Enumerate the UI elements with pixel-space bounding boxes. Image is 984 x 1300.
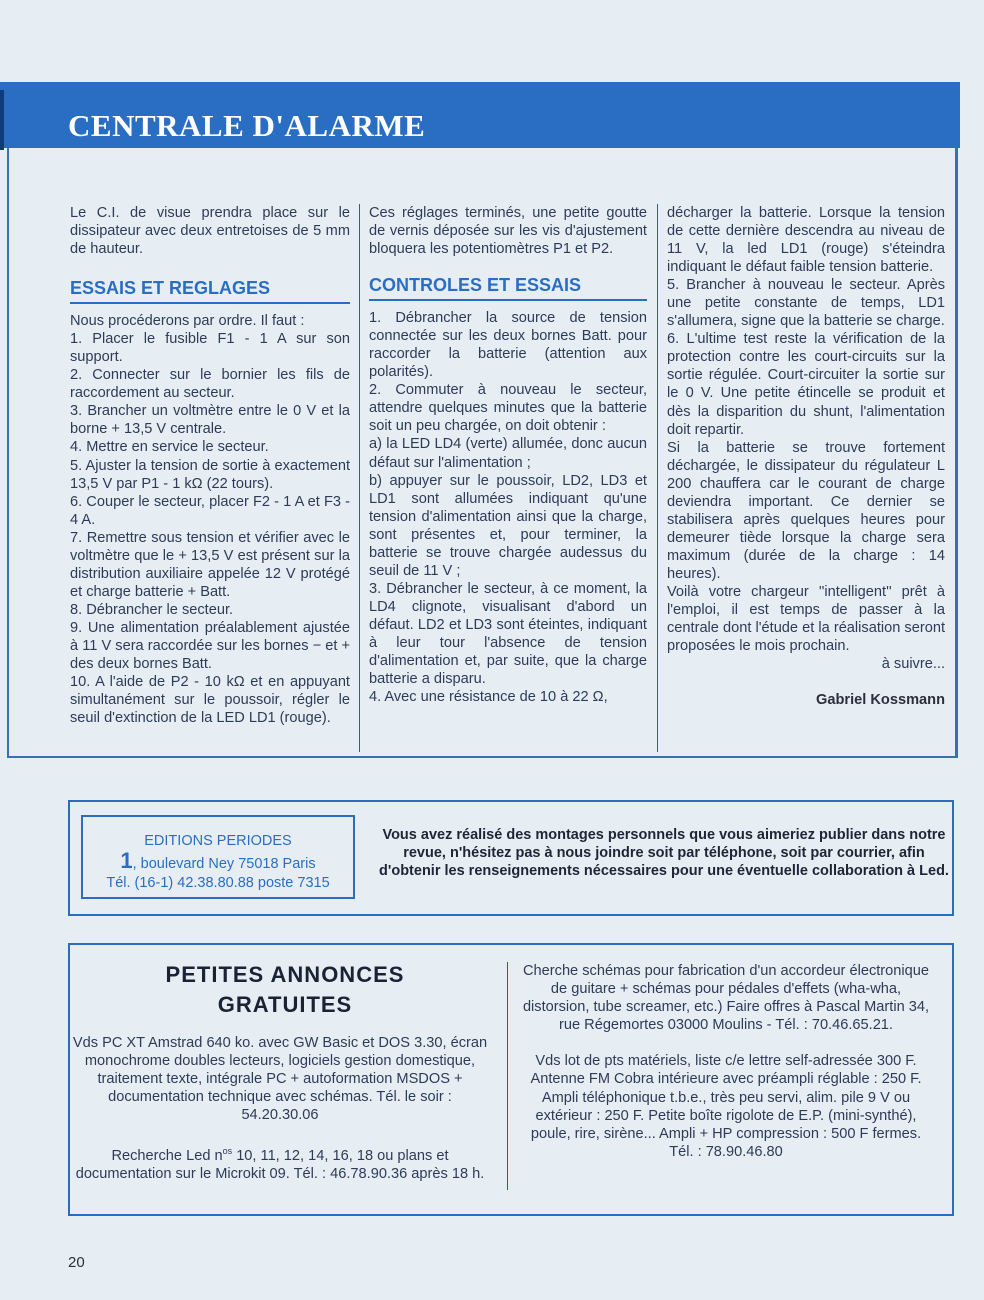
classifieds-title-line2: GRATUITES — [217, 992, 353, 1017]
col1-paragraph: 7. Remettre sous tension et vérifier avec le voltmètre que le + 13,5 V est présent sur la distribution auxiliaire appelée 12 V protégé et charge batterie + Batt. — [70, 529, 350, 600]
col1-intro: Le C.I. de visue prendra place sur le dissipateur avec deux entretoises de 5 mm de hauteur. — [70, 205, 350, 258]
ad2-superscript: os — [222, 1146, 233, 1157]
classified-ad: Vds lot de pts matériels, liste c/e lettre self-adressée 300 F. Antenne FM Cobra intérieure avec préampli réglable : 250 F. Ampli téléphonique t.b.e., très peu servi, alim. pile 9 V ou extérieur : 250 F. Petite boîte rigolote de E.P. (mini-synthé), poule, rire, sirène... Ampli + HP compression : 500 F fermes. Tél. : 78.90.46.80 — [530, 1053, 922, 1160]
ad2-start: Recherche Led n — [111, 1148, 223, 1165]
address-number: 1 — [120, 848, 133, 873]
col2-paragraph: 2. Commuter à nouveau le secteur, attendre quelques minutes que la batterie soit un peu chargée, on doit obtenir : — [369, 382, 647, 435]
publish-notice: Vous avez réalisé des montages personnels que vous aimeriez publier dans notre revue, n'hésitez pas à nous joindre soit par téléphone, soit par courrier, afin d'obtenir les renseignements nécessaires pour une éventuelle collaboration à Led. — [379, 827, 949, 879]
editions-periodes-box — [81, 815, 355, 899]
col1-paragraph: 3. Brancher un voltmètre entre le 0 V et la borne + 13,5 V centrale. — [70, 403, 350, 438]
author-name: Gabriel Kossmann — [816, 692, 945, 709]
frame-bottom-rule — [7, 756, 958, 758]
col2-paragraph: b) appuyer sur le poussoir, LD2, LD3 et LD1 sont allumées indiquant qu'une tension d'alimentation ainsi que la charge, sont présentes et, pour terminer, la batterie se trouve chargée audessus du seuil de 11 V ; — [369, 472, 647, 579]
classified-ad — [70, 1142, 490, 1183]
col1-paragraph: 10. A l'aide de P2 - 10 kΩ et en appuyant simultanément sur le poussoir, régler le seuil d'extinction de la LED LD1 (rouge). — [70, 674, 350, 727]
article-title: CENTRALE D'ALARME — [68, 108, 426, 143]
col3-paragraph: décharger la batterie. Lorsque la tension de cette dernière descendra au niveau de 11 V, la led LD1 (rouge) s'éteindra indiquant le défaut faible tension batterie. — [667, 205, 945, 276]
col3-paragraph: Si la batterie se trouve fortement déchargée, le dissipateur du régulateur L 200 chauffera car le courant de charge deviendra important. Ce dernier se stabilisera après quelques heures pour demeurer tiède lorsque la charge sera maximum (durée de la charge : 14 heures). — [667, 439, 945, 582]
ad2-end: 10, 11, 12, 14, 16, 18 ou plans et documentation sur le Microkit 09. Tél. : 46.78.90.36 après 18 h. — [75, 1148, 485, 1183]
col2-paragraph: a) la LED LD4 (verte) allumée, donc aucun défaut sur l'alimentation ; — [369, 436, 647, 471]
column-divider — [657, 204, 658, 752]
col1-paragraph: 4. Mettre en service le secteur. — [70, 439, 269, 456]
col1-paragraph: 8. Débrancher le secteur. — [70, 601, 234, 618]
col2-intro: Ces réglages terminés, une petite goutte de vernis déposée sur les vis d'ajustement bloquera les potentiomètres P1 et P2. — [369, 205, 647, 258]
col3-paragraph: 6. L'ultime test reste la vérification de la protection contre les court-circuits sur la sortie régulée. Court-circuiter la sortie sur le 0 V. Une petite étincelle se produit et dès la disparition du shunt, l'alimentation doit repartir. — [667, 331, 945, 438]
title-band-edge — [0, 90, 4, 150]
classifieds-right-column — [520, 962, 932, 1179]
col2-paragraph: 1. Débrancher la source de tension connectée sur les deux bornes Batt. pour raccorder la batterie (attention aux polarités). — [369, 310, 647, 381]
classifieds-title-line1: PETITES ANNONCES — [165, 962, 405, 987]
classifieds-divider — [507, 962, 508, 1190]
col1-paragraph: 1. Placer le fusible F1 - 1 A sur son support. — [70, 331, 350, 366]
controles-essais-heading: CONTROLES ET ESSAIS — [369, 274, 647, 301]
page-number: 20 — [68, 1254, 85, 1271]
classified-ad: Vds PC XT Amstrad 640 ko. avec GW Basic et DOS 3.30, écran monochrome doubles lecteurs, logiciels gestion domestique, traitement texte, intégrale PC + autoformation MSDOS + documentation technique avec schémas. Tél. le soir : 54.20.30.06 — [72, 1035, 488, 1124]
publisher-name: EDITIONS PERIODES — [144, 833, 292, 849]
col1-paragraph: Nous procéderons par ordre. Il faut : — [70, 313, 305, 330]
address-street: , boulevard Ney 75018 Paris — [132, 856, 316, 872]
col1-paragraph: 6. Couper le secteur, placer F2 - 1 A et F3 - 4 A. — [70, 493, 350, 528]
frame-left-rule — [7, 148, 9, 758]
essais-reglages-heading: ESSAIS ET REGLAGES — [70, 277, 350, 304]
classified-ad: Cherche schémas pour fabrication d'un accordeur électronique de guitare + schémas pour pédales d'effets (wha-wha, distorsion, tube screamer, etc.) Faire offres à Pascal Martin 34, rue Régemortes 03000 Moulins - Tél. : 70.46.65.21. — [522, 963, 930, 1034]
col2-paragraph: 3. Débrancher le secteur, à ce moment, la LD4 clignote, visualisant d'abord un défaut. LD2 et LD3 sont éteintes, indiquant à leur tour l'absence de tension d'alimentation et, par suite, que la charge batterie a disparu. — [369, 580, 647, 688]
frame-right-rule — [955, 148, 958, 758]
col3-paragraph: Voilà votre chargeur ''intelligent'' prêt à l'emploi, il est temps de passer à la centrale dont l'étude et la réalisation seront proposées le mois prochain. — [667, 583, 945, 655]
classifieds-title — [70, 960, 500, 1020]
col1-paragraph: 5. Ajuster la tension de sortie à exactement 13,5 V par P1 - 1 kΩ (22 tours). — [70, 457, 350, 492]
article-column-3 — [667, 204, 945, 709]
classifieds-left-column — [70, 1034, 490, 1202]
col1-paragraph: 9. Une alimentation préalablement ajustée à 11 V sera raccordée sur les bornes − et + des deux bornes Batt. — [70, 619, 350, 673]
article-column-1 — [70, 204, 350, 727]
col2-paragraph: 4. Avec une résistance de 10 à 22 Ω, — [369, 689, 608, 706]
col3-paragraph: 5. Brancher à nouveau le secteur. Après une petite constante de temps, LD1 s'allumera, signe que la batterie se charge. — [667, 277, 945, 330]
col1-paragraph: 2. Connecter sur le bornier les fils de raccordement au secteur. — [70, 367, 350, 402]
column-divider — [359, 204, 360, 752]
publisher-address — [83, 848, 353, 874]
article-column-2 — [369, 204, 647, 706]
to-be-continued: à suivre... — [881, 656, 945, 673]
publisher-phone: Tél. (16-1) 42.38.80.88 poste 7315 — [106, 875, 330, 891]
